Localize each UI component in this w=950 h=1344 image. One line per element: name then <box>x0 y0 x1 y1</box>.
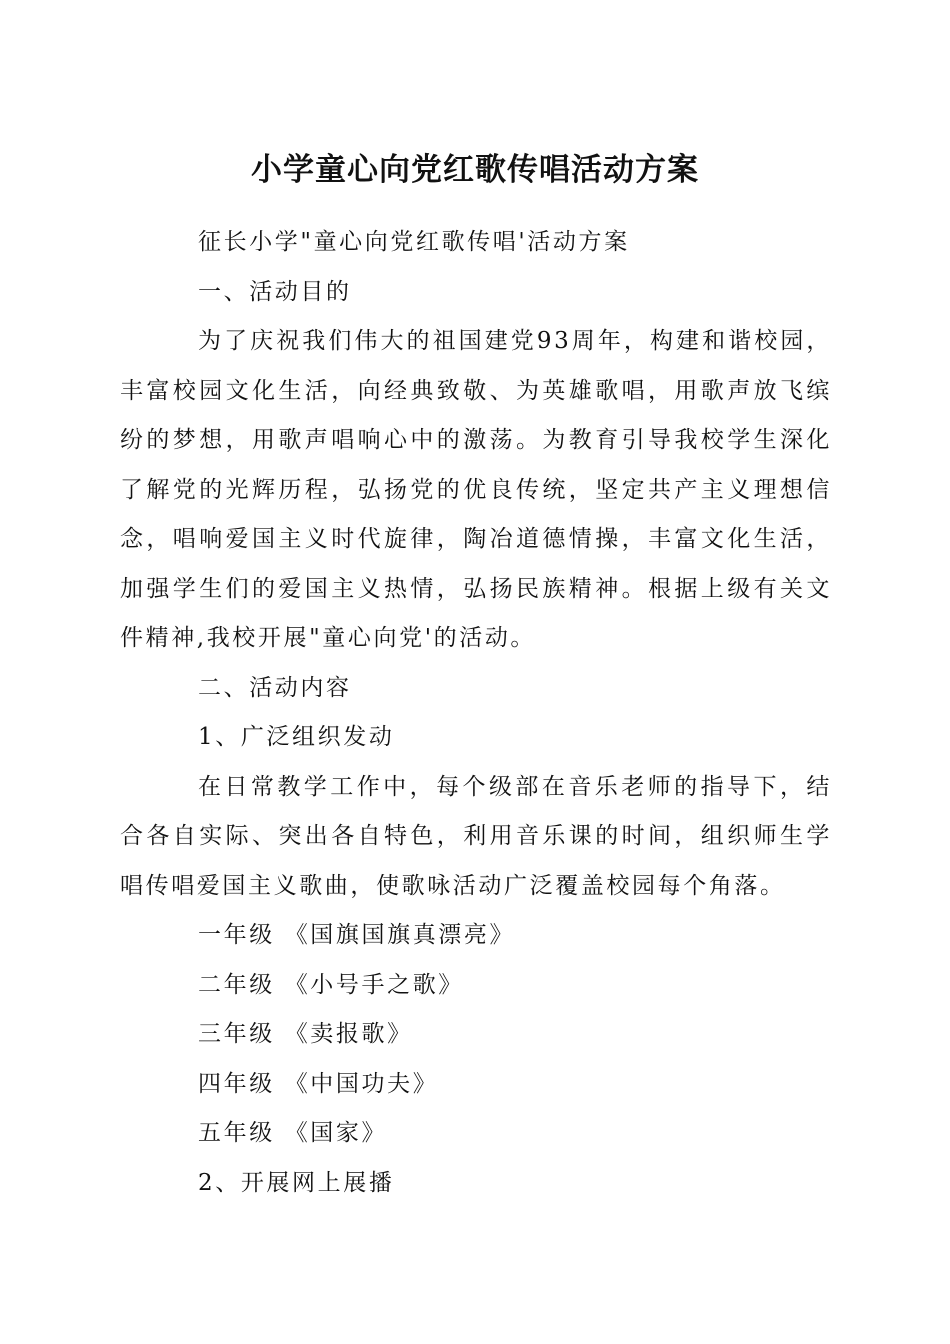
song-list-item: 四年级 《中国功夫》 <box>198 1070 439 1097</box>
subsection-heading-organize: 1、广泛组织发动 <box>198 724 395 750</box>
document-body <box>120 218 832 1208</box>
section-heading-content: 二、活动内容 <box>198 674 352 701</box>
subsection-heading-online: 2、开展网上展播 <box>198 1169 395 1196</box>
purpose-paragraph: 为了庆祝我们伟大的祖国建党93周年，构建和谐校园，丰富校园文化生活，向经典致敬、为英雄歌唱，用歌声放飞缤纷的梦想，用歌声唱响心中的激荡。为教育引导我校学生深化了解党的光辉历程，弘扬党的优良传统，坚定共产主义理想信念，唱响爱国主义时代旋律，陶冶道德情操，丰富文化生活，加强学生们的爱国主义热情，弘扬民族精神。根据上级有关文件精神,我校开展"童心向党'的活动。 <box>120 328 832 651</box>
document-title: 小学童心向党红歌传唱活动方案 <box>251 152 699 188</box>
song-list-item: 二年级 《小号手之歌》 <box>198 971 464 998</box>
song-list-item: 五年级 《国家》 <box>198 1120 388 1146</box>
organize-paragraph: 在日常教学工作中，每个级部在音乐老师的指导下，结合各自实际、突出各自特色，利用音乐课的时间，组织师生学唱传唱爱国主义歌曲，使歌咏活动广泛覆盖校园每个角落。 <box>120 773 832 899</box>
song-list-item: 一年级 《国旗国旗真漂亮》 <box>198 922 516 948</box>
section-heading-purpose: 一、活动目的 <box>198 278 352 305</box>
song-list-item: 三年级 《卖报歌》 <box>198 1021 413 1047</box>
subtitle-paragraph: 征长小学"童心向党红歌传唱'活动方案 <box>198 229 630 255</box>
